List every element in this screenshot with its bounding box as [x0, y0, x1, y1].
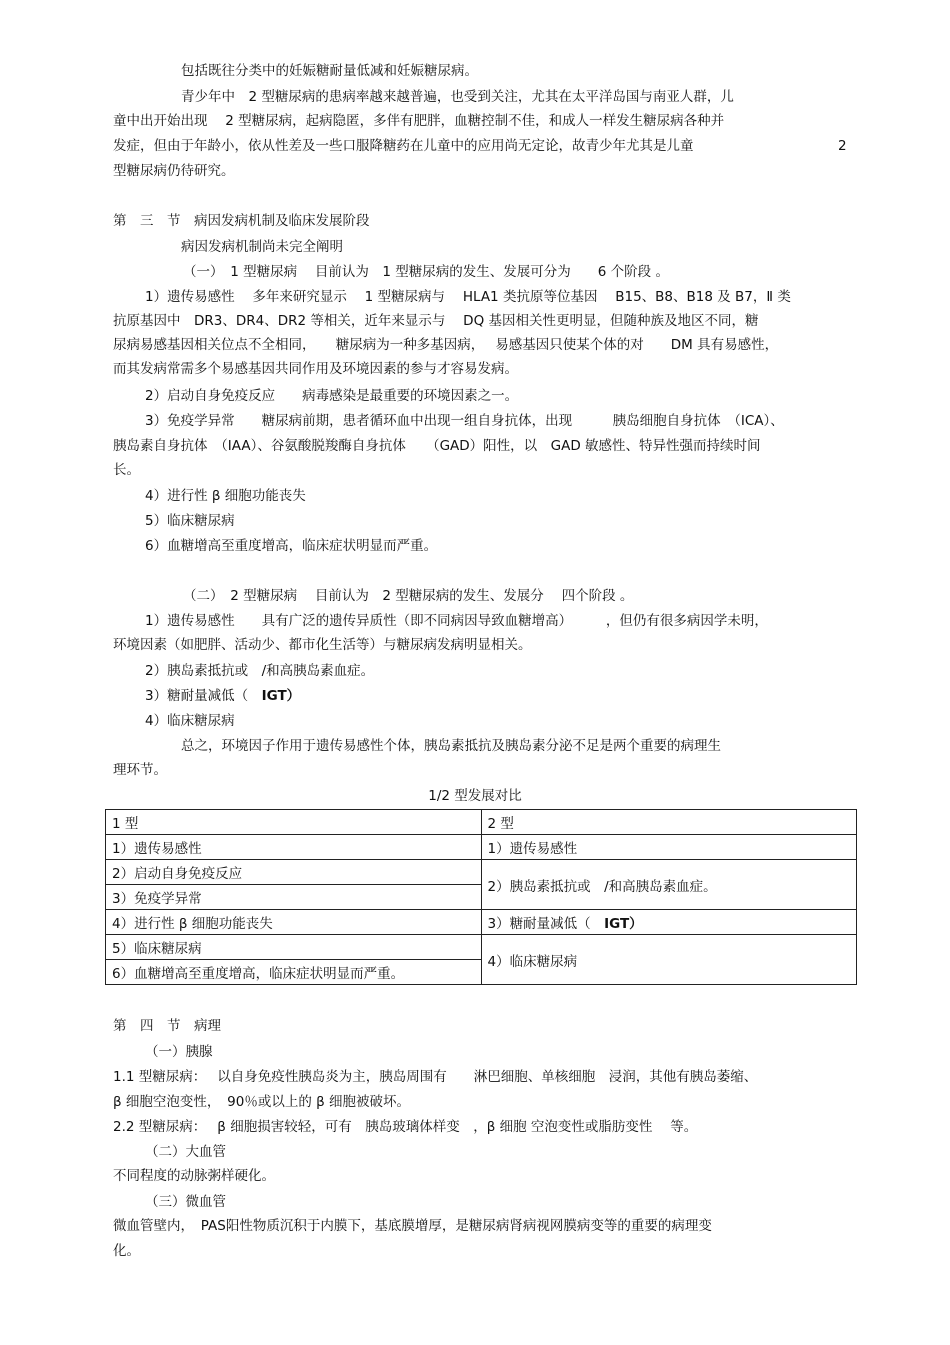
type2-item-3-label: 3）糖耐量减低（ [145, 688, 262, 704]
type2-item-3 [145, 687, 300, 705]
para-top-line-3: 童中出开始出现 2 型糖尿病，起病隐匿，多伴有肥胖，血糖控制不佳，和成人一样发生糖尿病各种并 [113, 113, 725, 129]
table-cell-type2: 4）临床糖尿病 [481, 935, 857, 985]
type1-item-5: 5）临床糖尿病 [145, 513, 235, 529]
table-header-type2: 2 型 [481, 810, 857, 835]
table-cell-type2: 2）胰岛素抵抗或 /和高胰岛素血症。 [481, 860, 857, 910]
section4-sub1: （一）胰腺 [145, 1044, 213, 1060]
table-cell-type1: 4）进行性 β 细胞功能丧失 [106, 910, 482, 935]
section4-p3-line-1: 微血管壁内， PAS阳性物质沉积于内膜下，基底膜增厚，是糖尿病肾病视网膜病变等的重要的病理变 [113, 1218, 712, 1234]
type1-item-3-line-3: 长。 [113, 462, 140, 478]
section3-intro: 病因发病机制尚未完全阐明 [181, 239, 343, 255]
para-top-line-5: 型糖尿病仍待研究。 [113, 163, 235, 179]
section4-p1-line-1: 1.1 型糖尿病： 以自身免疫性胰岛炎为主，胰岛周围有 淋巴细胞、单核细胞 浸润，其他有胰岛萎缩、 [113, 1069, 758, 1085]
section4-sub2: （二）大血管 [145, 1144, 226, 1160]
type1-item-1-line-3: 尿病易感基因相关位点不全相同， 糖尿病为一种多基因病， 易感基因只使某个体的对 DM 具有易感性， [113, 337, 779, 353]
summary-line-1: 总之，环境因子作用于遗传易感性个体，胰岛素抵抗及胰岛素分泌不足是两个重要的病理生 [181, 738, 721, 754]
type2-heading: （二） 2 型糖尿病 目前认为 2 型糖尿病的发生、发展分 四个阶段 。 [183, 588, 634, 604]
type2-item-2: 2）胰岛素抵抗或 /和高胰岛素血症。 [145, 663, 375, 679]
table-cell-type1: 6）血糖增高至重度增高，临床症状明显而严重。 [106, 960, 482, 985]
para-top-line-4-tail: 2 [838, 138, 847, 154]
table-cell-type1: 3）免疫学异常 [106, 885, 482, 910]
summary-line-2: 理环节。 [113, 762, 167, 778]
table-row [106, 835, 857, 860]
table-cell-type2-label: 3）糖耐量减低（ [487, 916, 605, 932]
para-top-line-1: 包括既往分类中的妊娠糖耐量低减和妊娠糖尿病。 [181, 63, 478, 79]
para-top-line-4: 发症，但由于年龄小，依从性差及一些口服降糖药在儿童中的应用尚无定论，故青少年尤其是儿童 [113, 138, 694, 154]
section4-title: 第 四 节 病理 [113, 1018, 221, 1034]
type1-item-1-line-1: 1）遗传易感性 多年来研究显示 1 型糖尿病与 HLA1 类抗原等位基因 B15、B8、B18 及 B7，Ⅱ 类 [145, 289, 791, 305]
table-row [106, 910, 857, 935]
table-igt-label: IGT） [604, 916, 643, 932]
table-cell-type1: 5）临床糖尿病 [106, 935, 482, 960]
table-cell-type2: 1）遗传易感性 [481, 835, 857, 860]
comparison-table [105, 809, 857, 985]
table-cell-type1: 2）启动自身免疫反应 [106, 860, 482, 885]
section3-title: 第 三 节 病因发病机制及临床发展阶段 [113, 213, 370, 229]
table-caption: 1/2 型发展对比 [428, 788, 522, 804]
table-row [106, 935, 857, 960]
section4-p3-line-2: 化。 [113, 1243, 140, 1259]
table-header-row [106, 810, 857, 835]
section4-p1-line-3: 2.2 型糖尿病： β 细胞损害较轻，可有 胰岛玻璃体样变 ，β 细胞 空泡变性或脂肪变性 等。 [113, 1119, 698, 1135]
para-top-line-2: 青少年中 2 型糖尿病的患病率越来越普遍，也受到关注，尤其在太平洋岛国与南亚人群，儿 [181, 89, 734, 105]
type1-heading: （一） 1 型糖尿病 目前认为 1 型糖尿病的发生、发展可分为 6 个阶段 。 [183, 264, 669, 280]
type2-item-1-line-2: 环境因素（如肥胖、活动少、都市化生活等）与糖尿病发病明显相关。 [113, 637, 532, 653]
type2-item-1-line-1: 1）遗传易感性 具有广泛的遗传异质性（即不同病因导致血糖增高） ，但仍有很多病因学未明， [145, 613, 768, 629]
type1-item-4: 4）进行性 β 细胞功能丧失 [145, 488, 306, 504]
section4-p1-line-2: β 细胞空泡变性， 90％或以上的 β 细胞被破坏。 [113, 1094, 411, 1110]
table-cell-type1: 1）遗传易感性 [106, 835, 482, 860]
type1-item-3-line-2: 胰岛素自身抗体 （IAA）、谷氨酸脱羧酶自身抗体 （GAD）阳性，以 GAD 敏感性、特异性强而持续时间 [113, 438, 761, 454]
type1-item-2: 2）启动自身免疫反应 病毒感染是最重要的环境因素之一。 [145, 388, 519, 404]
section4-sub3: （三）微血管 [145, 1194, 226, 1210]
table-header-type1: 1 型 [106, 810, 482, 835]
table-cell-type2 [481, 910, 857, 935]
type2-item-4: 4）临床糖尿病 [145, 713, 235, 729]
table-row [106, 860, 857, 885]
section4-p2: 不同程度的动脉粥样硬化。 [113, 1168, 275, 1184]
type1-item-1-line-4: 而其发病常需多个易感基因共同作用及环境因素的参与才容易发病。 [113, 361, 518, 377]
igt-label: IGT） [261, 688, 301, 704]
type1-item-1-line-2: 抗原基因中 DR3、DR4、DR2 等相关，近年来显示与 DQ 基因相关性更明显，但随种族及地区不同，糖 [113, 313, 759, 329]
type1-item-6: 6）血糖增高至重度增高，临床症状明显而严重。 [145, 538, 438, 554]
type1-item-3-line-1: 3）免疫学异常 糖尿病前期，患者循环血中出现一组自身抗体，出现 胰岛细胞自身抗体 （ICA）、 [145, 413, 784, 429]
